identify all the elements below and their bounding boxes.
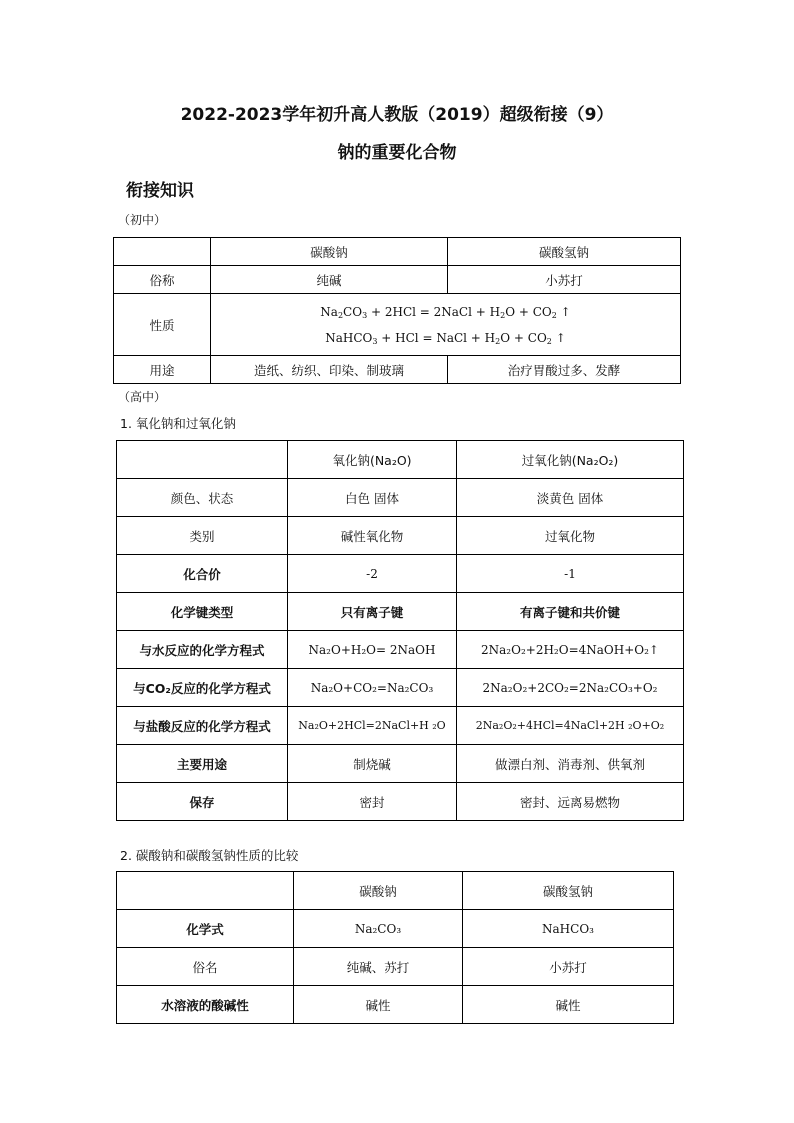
cell-oxide: 只有离子键 bbox=[288, 593, 457, 631]
col-sodium-bicarbonate: 碳酸氢钠 bbox=[448, 238, 681, 266]
col-sodium-carbonate: 碳酸钠 bbox=[211, 238, 448, 266]
cell-peroxide: 2Na₂O₂+2H₂O=4NaOH+O₂↑ bbox=[457, 631, 684, 669]
empty-header-cell bbox=[114, 238, 211, 266]
equation-2: NaHCO$_3$ + HCl = NaCl + $H_2O + CO_2$ ↑ bbox=[325, 330, 566, 346]
col-sodium-peroxide: 过氧化钠(Na₂O₂) bbox=[457, 441, 684, 479]
equation-1: $Na_2CO_3 + 2HCl$ = 2NaCl + $H_2O + CO_2$ ↑ bbox=[320, 304, 571, 320]
cell-bicarbonate: 碱性 bbox=[463, 986, 674, 1024]
cell-peroxide: 做漂白剂、消毒剂、供氧剂 bbox=[457, 745, 684, 783]
col-sodium-oxide: 氧化钠(Na₂O) bbox=[288, 441, 457, 479]
row-label: 与水反应的化学方程式 bbox=[117, 631, 288, 669]
cell-carbonate: 碱性 bbox=[294, 986, 463, 1024]
row-label: 颜色、状态 bbox=[117, 479, 288, 517]
row-label: 与盐酸反应的化学方程式 bbox=[117, 707, 288, 745]
cell-property-equations bbox=[211, 294, 681, 356]
junior-label: （初中） bbox=[118, 213, 167, 227]
empty-header-cell bbox=[117, 441, 288, 479]
row-label: 水溶液的酸碱性 bbox=[117, 986, 294, 1024]
cell-peroxide: 淡黄色 固体 bbox=[457, 479, 684, 517]
cell-oxide: Na₂O+CO₂=Na₂CO₃ bbox=[288, 669, 457, 707]
empty-header-cell bbox=[117, 872, 294, 910]
document-title: 2022-2023学年初升高人教版（2019）超级衔接（9） bbox=[180, 105, 614, 125]
cell-bicarbonate: NaHCO₃ bbox=[463, 910, 674, 948]
cell-carbonate: 纯碱、苏打 bbox=[294, 948, 463, 986]
cell-common-name-1: 纯碱 bbox=[211, 266, 448, 294]
row-label-common-name: 俗称 bbox=[114, 266, 211, 294]
cell-use-2: 治疗胃酸过多、发酵 bbox=[448, 356, 681, 384]
row-label: 主要用途 bbox=[117, 745, 288, 783]
cell-oxide: 密封 bbox=[288, 783, 457, 821]
cell-peroxide: 2Na₂O₂+2CO₂=2Na₂CO₃+O₂ bbox=[457, 669, 684, 707]
row-label: 化学键类型 bbox=[117, 593, 288, 631]
section2-title: 2. 碳酸钠和碳酸氢钠性质的比较 bbox=[120, 848, 299, 863]
cell-oxide: -2 bbox=[288, 555, 457, 593]
cell-peroxide: 2Na₂O₂+4HCl=4NaCl+2H ₂O+O₂ bbox=[457, 707, 684, 745]
col-sodium-carbonate: 碳酸钠 bbox=[294, 872, 463, 910]
cell-bicarbonate: 小苏打 bbox=[463, 948, 674, 986]
cell-oxide: Na₂O+2HCl=2NaCl+H ₂O bbox=[288, 707, 457, 745]
cell-carbonate: Na₂CO₃ bbox=[294, 910, 463, 948]
row-label-property: 性质 bbox=[114, 294, 211, 356]
section-heading: 衔接知识 bbox=[126, 181, 194, 201]
cell-oxide: Na₂O+H₂O= 2NaOH bbox=[288, 631, 457, 669]
row-label: 保存 bbox=[117, 783, 288, 821]
cell-peroxide: -1 bbox=[457, 555, 684, 593]
row-label: 化合价 bbox=[117, 555, 288, 593]
cell-peroxide: 密封、远离易燃物 bbox=[457, 783, 684, 821]
document-subtitle: 钠的重要化合物 bbox=[337, 143, 457, 163]
senior-label: （高中） bbox=[118, 390, 167, 404]
cell-oxide: 白色 固体 bbox=[288, 479, 457, 517]
cell-use-1: 造纸、纺织、印染、制玻璃 bbox=[211, 356, 448, 384]
cell-oxide: 碱性氧化物 bbox=[288, 517, 457, 555]
cell-peroxide: 过氧化物 bbox=[457, 517, 684, 555]
row-label: 与CO₂反应的化学方程式 bbox=[117, 669, 288, 707]
col-sodium-bicarbonate: 碳酸氢钠 bbox=[463, 872, 674, 910]
oxide-comparison-table bbox=[116, 440, 684, 821]
junior-table bbox=[113, 237, 681, 384]
cell-oxide: 制烧碱 bbox=[288, 745, 457, 783]
row-label-use: 用途 bbox=[114, 356, 211, 384]
row-label: 化学式 bbox=[117, 910, 294, 948]
carbonate-comparison-table bbox=[116, 871, 674, 1024]
row-label: 俗名 bbox=[117, 948, 294, 986]
cell-common-name-2: 小苏打 bbox=[448, 266, 681, 294]
cell-peroxide: 有离子键和共价键 bbox=[457, 593, 684, 631]
row-label: 类别 bbox=[117, 517, 288, 555]
section1-title: 1. 氧化钠和过氧化钠 bbox=[120, 416, 236, 431]
